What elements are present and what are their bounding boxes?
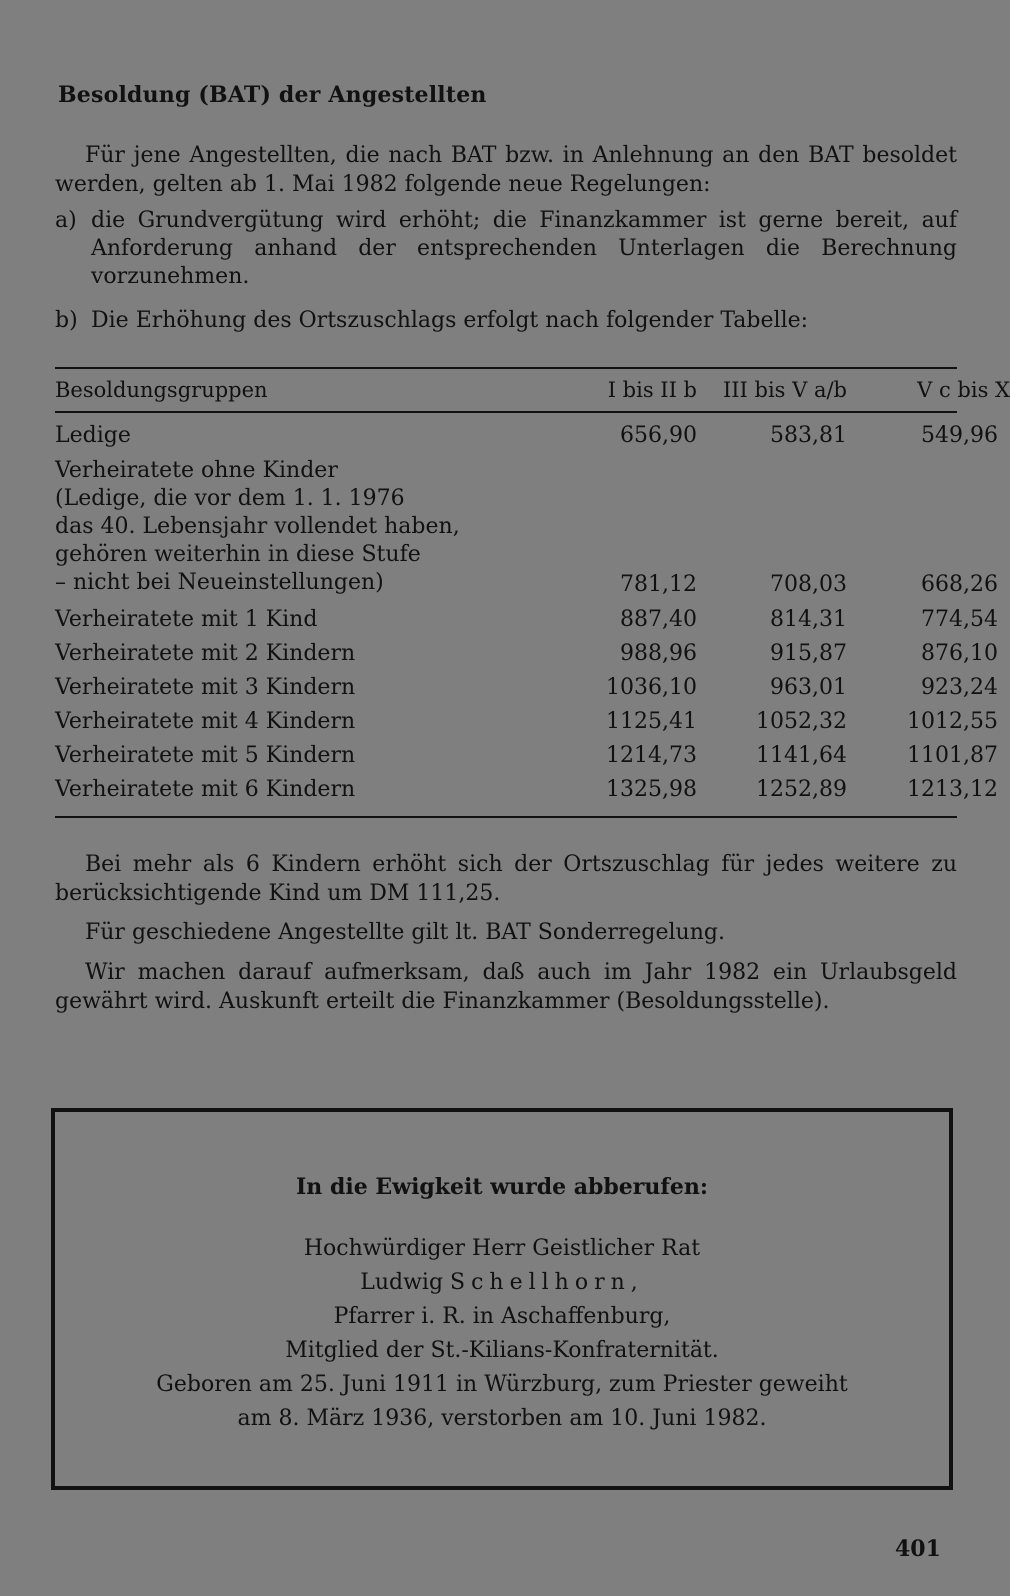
cell-value: 781,12 <box>620 572 697 597</box>
extra-children-paragraph: Bei mehr als 6 Kindern erhöht sich der Ortszuschlag für jedes weitere zu berücksichtigende Kind um DM 111,25. <box>55 852 957 906</box>
cell-value: 1101,87 <box>907 743 998 768</box>
cell-value: 549,96 <box>921 423 998 448</box>
row-label: Ledige <box>55 423 131 448</box>
obituary-surname: Schellhorn, <box>450 1270 644 1295</box>
list-marker: a) <box>55 208 77 233</box>
cell-value: 1214,73 <box>606 743 697 768</box>
row-label-line: (Ledige, die vor dem 1. 1. 1976 <box>55 486 405 511</box>
cell-value: 668,26 <box>921 572 998 597</box>
vacation-pay-paragraph: Wir machen darauf aufmerksam, daß auch im Jahr 1982 ein Urlaubsgeld gewährt wird. Auskunft erteilt die Finanzkammer (Besoldungsstelle). <box>55 960 957 1014</box>
obituary-title: In die Ewigkeit wurde abberufen: <box>296 1174 708 1200</box>
cell-value: 1125,41 <box>606 709 697 734</box>
row-label-line: das 40. Lebensjahr vollendet haben, <box>55 514 460 539</box>
obituary-box <box>51 1108 953 1490</box>
cell-value: 656,90 <box>620 423 697 448</box>
table-top-rule <box>55 367 957 369</box>
cell-value: 1213,12 <box>907 777 998 802</box>
row-label: Verheiratete mit 5 Kindern <box>55 743 356 768</box>
row-label: Verheiratete mit 1 Kind <box>55 607 318 632</box>
section-heading: Besoldung (BAT) der Angestellten <box>58 82 487 108</box>
cell-value: 583,81 <box>770 423 847 448</box>
table-header-rule <box>55 411 957 413</box>
row-label: Verheiratete mit 4 Kindern <box>55 709 356 734</box>
list-item-a <box>55 207 957 291</box>
cell-value: 988,96 <box>620 641 697 666</box>
row-label: Verheiratete mit 3 Kindern <box>55 675 356 700</box>
list-item-text: Die Erhöhung des Ortszuschlags erfolgt nach folgender Tabelle: <box>91 308 809 333</box>
column-header-1: I bis II b <box>607 378 697 402</box>
cell-value: 1141,64 <box>756 743 847 768</box>
row-label-line: Verheiratete ohne Kinder <box>55 458 338 483</box>
cell-value: 708,03 <box>770 572 847 597</box>
row-label-line: – nicht bei Neueinstellungen) <box>55 570 384 595</box>
column-header-2: III bis V a/b <box>722 378 847 402</box>
cell-value: 963,01 <box>770 675 847 700</box>
cell-value: 1325,98 <box>606 777 697 802</box>
obituary-first-name: Ludwig <box>360 1270 444 1295</box>
row-label <box>55 457 535 597</box>
cell-value: 1036,10 <box>606 675 697 700</box>
list-item-text: die Grundvergütung wird erhöht; die Finanzkammer ist gerne bereit, auf Anforderung anhand der entsprechenden Unterlagen die Berechnung vorzunehmen. <box>91 208 957 289</box>
list-marker: b) <box>55 308 78 333</box>
page-number: 401 <box>895 1536 941 1562</box>
cell-value: 923,24 <box>921 675 998 700</box>
cell-value: 915,87 <box>770 641 847 666</box>
obituary-line: Pfarrer i. R. in Aschaffenburg, <box>333 1304 671 1329</box>
row-label: Verheiratete mit 6 Kindern <box>55 777 356 802</box>
cell-value: 1012,55 <box>907 709 998 734</box>
row-label: Verheiratete mit 2 Kindern <box>55 641 356 666</box>
list-item-b <box>55 307 957 335</box>
cell-value: 774,54 <box>921 607 998 632</box>
table-bottom-rule <box>55 816 957 818</box>
column-header-groups: Besoldungsgruppen <box>55 378 268 402</box>
obituary-line: Mitglied der St.-Kilians-Konfraternität. <box>285 1338 719 1363</box>
intro-paragraph: Für jene Angestellten, die nach BAT bzw. in Anlehnung an den BAT besoldet werden, gelten ab 1. Mai 1982 folgende neue Regelungen: <box>55 143 957 197</box>
table-row <box>55 457 998 597</box>
divorced-paragraph: Für geschiedene Angestellte gilt lt. BAT Sonderregelung. <box>85 920 725 945</box>
cell-value: 1052,32 <box>756 709 847 734</box>
cell-value: 887,40 <box>620 607 697 632</box>
column-header-3: V c bis X <box>917 378 1010 402</box>
cell-value: 1252,89 <box>756 777 847 802</box>
cell-value: 876,10 <box>921 641 998 666</box>
obituary-name-line <box>55 1266 949 1300</box>
obituary-line: Geboren am 25. Juni 1911 in Würzburg, zum Priester geweiht <box>156 1372 848 1397</box>
cell-value: 814,31 <box>770 607 847 632</box>
obituary-line: am 8. März 1936, verstorben am 10. Juni 1982. <box>237 1406 767 1431</box>
row-label-line: gehören weiterhin in diese Stufe <box>55 542 421 567</box>
obituary-line: Hochwürdiger Herr Geistlicher Rat <box>303 1236 701 1261</box>
